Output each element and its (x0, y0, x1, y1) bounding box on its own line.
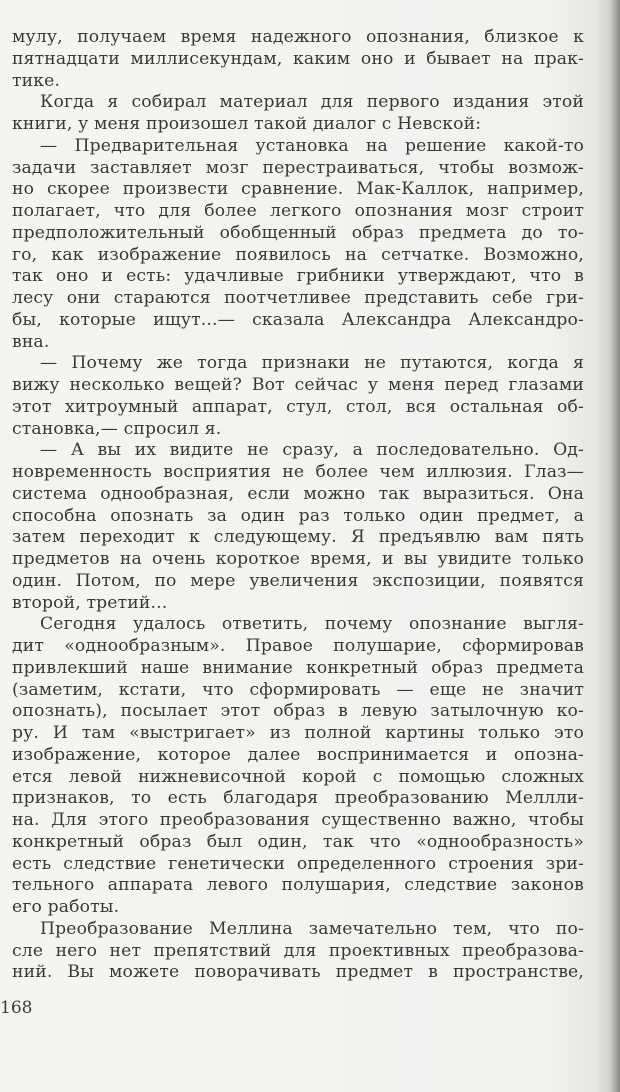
paragraph-start-line: — А вы их видите не сразу, а последовательно. Од- (40, 440, 584, 461)
text-line: предметов на очень короткое время, и вы увидите только (12, 549, 584, 569)
text-line: (заметим, кстати, что сформировать — еще не значит (12, 679, 584, 700)
text-line: способна опознать за один раз только один предмет, а (12, 505, 584, 526)
text-line: тике. (12, 70, 61, 91)
page-number: 168 (0, 998, 33, 1018)
text-line: задачи заставляет мозг перестраиваться, чтобы возмож- (12, 157, 584, 178)
text-line: один. Потом, по мере увеличения экспозиции, появятся (12, 570, 584, 591)
text-line: тельного аппарата левого полушария, следствие законов (12, 875, 584, 896)
book-binding-shadow (610, 0, 620, 1092)
text-line: его работы. (12, 897, 120, 917)
text-line: бы, которые ищут...— сказала Александра Александро- (12, 309, 584, 330)
text-line: есть следствие генетически определенного строения зри- (12, 853, 584, 874)
paragraph-start-line: — Предварительная установка на решение какой-то (40, 135, 584, 156)
text-line: но скорее произвести сравнение. Мак-Каллок, например, (12, 179, 584, 200)
text-line: мулу, получаем время надежного опознания, близкое к (12, 27, 584, 47)
text-line: на. Для этого преобразования существенно важно, чтобы (12, 810, 584, 830)
text-line: новременность восприятия не более чем иллюзия. Глаз— (12, 462, 584, 482)
text-line: признаков, то есть благодаря преобразованию Меллли- (12, 788, 584, 809)
text-line: пятнадцати миллисекундам, каким оно и бывает на прак- (12, 48, 584, 69)
text-line: го, как изображение появилось на сетчатке. Возможно, (12, 244, 584, 265)
text-line: ру. И там «выстригает» из полной картины только это (12, 723, 584, 743)
text-line: вижу несколько вещей? Вот сейчас у меня перед глазами (12, 375, 584, 395)
text-line: затем переходит к следующему. Я предъявлю вам пять (12, 527, 584, 548)
text-line: второй, третий... (12, 592, 168, 613)
text-line: ется левой нижневисочной корой с помощью сложных (12, 766, 584, 787)
text-line: конкретный образ был один, так что «однообразность» (12, 831, 584, 852)
text-line: становка,— спросил я. (12, 418, 222, 439)
paragraph-start-line: — Почему же тогда признаки не путаются, когда я (40, 353, 584, 374)
text-line: лесу они стараются поотчетливее представить себе гри- (12, 288, 584, 308)
text-line: предположительный обобщенный образ предмета до то- (12, 222, 584, 243)
text-line: полагает, что для более легкого опознания мозг строит (12, 201, 584, 221)
text-line: система однообразная, если можно так выразиться. Она (12, 483, 584, 504)
text-line: так оно и есть: удачливые грибники утверждают, что в (12, 266, 584, 287)
page-body-text (12, 27, 584, 984)
text-line: привлекший наше внимание конкретный образ предмета (12, 657, 584, 678)
paragraph-start-line: Сегодня удалось ответить, почему опознание выгля- (40, 614, 584, 635)
text-line: изображение, которое далее воспринимается и опозна- (12, 744, 584, 765)
text-line: этот хитроумный аппарат, стул, стол, вся остальная об- (12, 396, 584, 417)
text-line: дит «однообразным». Правое полушарие, сформировав (12, 636, 584, 656)
paragraph-start-line: Преобразование Меллина замечательно тем, что по- (40, 918, 584, 939)
text-line: книги, у меня произошел такой диалог с Невской: (12, 114, 482, 134)
text-line: опознать), посылает этот образ в левую затылочную ко- (12, 701, 584, 722)
text-line: ний. Вы можете поворачивать предмет в пространстве, (12, 962, 584, 983)
text-line: сле него нет препятствий для проективных преобразова- (12, 940, 584, 961)
paragraph-start-line: Когда я собирал материал для первого издания этой (40, 92, 584, 113)
text-line: вна. (12, 331, 50, 352)
